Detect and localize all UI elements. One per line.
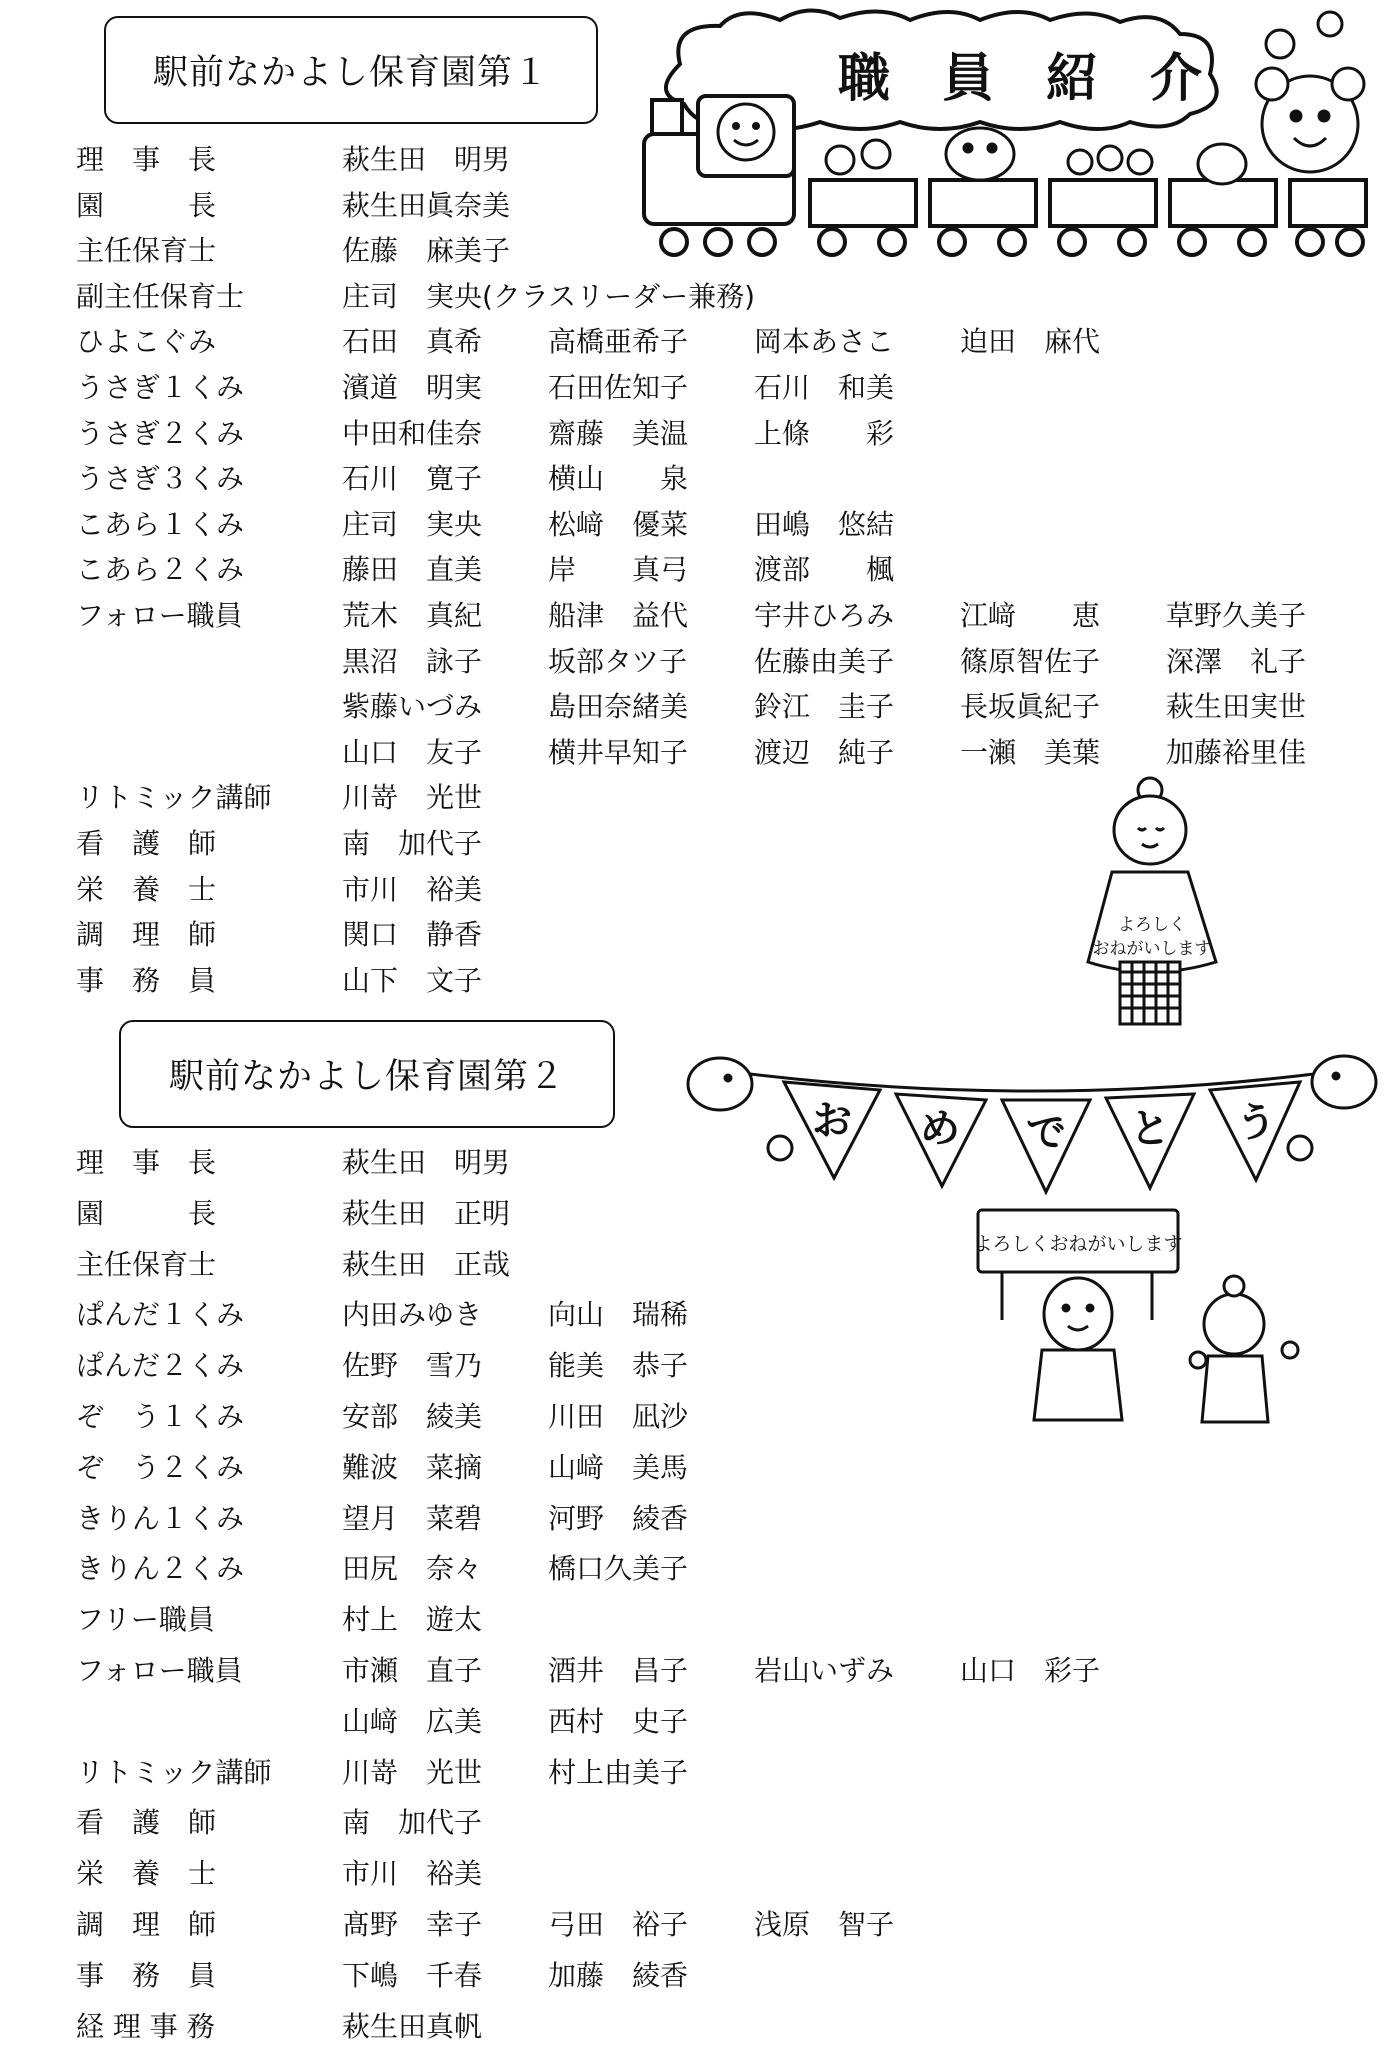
staff-row [0,733,1399,773]
role-label: 園 長 [76,1196,217,1230]
staff-row [0,642,1399,682]
staff-name: 庄司 実央 [342,507,483,541]
staff-row [0,1956,1399,1996]
apron-sign-line-1: よろしく [1118,915,1186,935]
staff-name: 篠原智佐子 [960,644,1101,678]
role-label: 園 長 [76,188,217,222]
staff-name: 浅原 智子 [754,1908,895,1941]
staff-row [0,596,1399,636]
staff-row [0,1803,1399,1843]
staff-name: 齋藤 美温 [548,416,689,450]
staff-row [0,687,1399,727]
staff-name: 山口 彩子 [960,1654,1101,1687]
staff-name: 石川 寛子 [342,462,483,496]
role-label: ぱんだ１くみ [76,1298,245,1332]
role-label: うさぎ１くみ [76,371,245,404]
role-label: 理 事 長 [76,143,217,176]
bunting-flags-illustration [684,1038,1384,1198]
role-label: こあら１くみ [76,507,245,541]
staff-name: 鈴江 圭子 [754,690,895,724]
apron-sign-line-2: おねがいします [1092,939,1212,959]
staff-name: 萩生田 明男 [342,143,511,176]
staff-name: 関口 静香 [342,918,483,952]
staff-row [0,505,1399,545]
staff-name: 萩生田 明男 [342,1146,511,1179]
staff-name: 一瀬 美葉 [960,735,1101,769]
banner-title: 職 員 紹 介 [837,49,1203,109]
staff-row [0,2007,1399,2047]
staff-row [0,1448,1399,1488]
staff-name: 横山 泉 [548,462,689,496]
role-label: 事 務 員 [76,963,217,997]
role-label: 栄 養 士 [76,872,217,906]
staff-name: 萩生田 正哉 [342,1247,511,1281]
staff-name: 髙野 幸子 [342,1908,483,1941]
staff-name: 岡本あさこ [754,325,895,359]
kids-sign-text: よろしくおねがいします [973,1233,1183,1255]
staff-name: 市川 裕美 [342,872,483,906]
staff-name: 紫藤いづみ [342,690,483,724]
staff-name: 萩生田実世 [1166,690,1307,724]
section-1-title: 駅前なかよし保育園第１ [104,16,598,124]
role-label: 経 理 事 務 [76,2009,215,2043]
role-label: ひよこぐみ [76,325,217,359]
kids-holding-sign-illustration [972,1200,1312,1430]
staff-name: 草野久美子 [1166,599,1307,632]
staff-row [0,322,1399,362]
role-label: フォロー職員 [76,599,243,632]
staff-row [0,1854,1399,1894]
staff-name: 能美 恭子 [548,1349,689,1383]
bunting-letter-4: と [1130,1106,1170,1152]
staff-name: 岩山いずみ [754,1654,895,1687]
staff-name: 萩生田眞奈美 [342,188,511,222]
staff-name: 佐藤由美子 [754,644,895,678]
staff-name: 坂部タツ子 [548,644,688,678]
role-label: 事 務 員 [76,1958,217,1992]
role-label: きりん２くみ [76,1552,245,1586]
role-label: 主任保育士 [76,234,217,268]
staff-name: 山口 友子 [342,735,483,769]
staff-name: 南 加代子 [342,1806,483,1840]
staff-row [0,1499,1399,1539]
staff-name: 中田和佳奈 [342,416,483,450]
staff-row [0,459,1399,499]
staff-name: 内田みゆき [342,1298,483,1332]
role-label: 看 護 師 [76,827,217,860]
staff-name: 松﨑 優菜 [548,507,689,541]
staff-name: 加藤 綾香 [548,1958,689,1992]
staff-name: 田嶋 悠結 [754,507,895,541]
staff-name: 萩生田真帆 [342,2009,483,2043]
staff-name: 橋口久美子 [548,1552,689,1586]
bunting-letter-1: お [812,1098,852,1144]
staff-name: 川嵜 光世 [342,1755,483,1789]
bunting-letter-2: め [920,1106,960,1152]
train-illustration [640,4,1375,264]
section-2-title: 駅前なかよし保育園第２ [119,1020,615,1128]
staff-name: 佐野 雪乃 [342,1349,483,1383]
staff-name: 下嶋 千春 [342,1958,483,1992]
role-label: 主任保育士 [76,1247,217,1281]
staff-name: 荒木 真紀 [342,599,483,632]
role-label: 副主任保育士 [76,279,245,313]
role-label: 栄 養 士 [76,1857,217,1891]
staff-row [0,414,1399,454]
staff-name: 酒井 昌子 [548,1654,689,1687]
staff-name: 山下 文子 [342,963,483,997]
staff-name: 深澤 礼子 [1166,644,1307,678]
staff-name: 川田 凪沙 [548,1400,689,1433]
staff-name: 横井早知子 [548,735,689,769]
staff-name: 南 加代子 [342,827,483,860]
staff-name: 迫田 麻代 [960,325,1101,359]
staff-name: 石田佐知子 [548,371,689,404]
staff-name: 濱道 明実 [342,371,483,404]
staff-row [0,1600,1399,1640]
role-label: ぞ う１くみ [76,1400,245,1433]
staff-name: 岸 真弓 [548,553,689,587]
staff-name: 渡辺 純子 [754,735,895,769]
staff-name: 島田奈緒美 [548,690,689,724]
staff-name: 藤田 直美 [342,553,483,587]
staff-name: 市瀬 直子 [342,1654,483,1687]
staff-name: 庄司 実央(クラスリーダー兼務) [342,279,756,313]
staff-name: 石川 和美 [754,371,895,404]
role-label: フリー職員 [76,1603,215,1637]
staff-name: 黒沼 詠子 [342,644,483,678]
staff-name: 村上 遊太 [342,1603,483,1637]
staff-name: 難波 菜摘 [342,1450,483,1484]
staff-name: 向山 瑞稀 [548,1298,689,1332]
staff-name: 田尻 奈々 [342,1552,483,1586]
staff-name: 高橋亜希子 [548,325,689,359]
staff-name: 宇井ひろみ [754,599,895,632]
staff-name: 上條 彩 [754,416,895,450]
staff-name: 船津 益代 [548,599,689,632]
staff-name: 江﨑 恵 [960,599,1101,632]
bunting-letter-3: で [1026,1110,1066,1156]
role-label: うさぎ２くみ [76,416,245,450]
staff-row [0,1702,1399,1742]
role-label: 理 事 長 [76,1146,217,1179]
bunting-letter-5: う [1236,1100,1276,1146]
role-label: こあら２くみ [76,553,245,587]
staff-name: 西村 史子 [548,1704,689,1738]
staff-name: 長坂眞紀子 [960,690,1101,724]
staff-name: 萩生田 正明 [342,1196,511,1230]
girl-with-apron-illustration [1068,772,1238,1034]
role-label: 調 理 師 [76,918,217,952]
role-label: きりん１くみ [76,1501,245,1535]
staff-name: 村上由美子 [548,1755,689,1789]
role-label: ぱんだ２くみ [76,1349,245,1383]
staff-row [0,1549,1399,1589]
staff-name: 石田 真希 [342,325,483,359]
staff-row [0,1651,1399,1691]
role-label: うさぎ３くみ [76,462,245,496]
role-label: リトミック講師 [76,781,272,815]
staff-name: 加藤裕里佳 [1166,735,1307,769]
role-label: リトミック講師 [76,1755,272,1789]
staff-name: 山﨑 美馬 [548,1450,689,1484]
staff-row [0,1753,1399,1793]
staff-name: 山﨑 広美 [342,1704,483,1738]
staff-row [0,277,1399,317]
role-label: 調 理 師 [76,1908,217,1941]
staff-name: 安部 綾美 [342,1400,483,1433]
staff-row [0,550,1399,590]
role-label: 看 護 師 [76,1806,217,1840]
staff-name: 渡部 楓 [754,553,895,587]
staff-name: 川嵜 光世 [342,781,483,815]
staff-name: 市川 裕美 [342,1857,483,1891]
staff-row [0,368,1399,408]
staff-row [0,1905,1399,1945]
staff-name: 佐藤 麻美子 [342,234,511,268]
role-label: ぞ う２くみ [76,1450,245,1484]
staff-name: 弓田 裕子 [548,1908,689,1941]
staff-name: 河野 綾香 [548,1501,689,1535]
role-label: フォロー職員 [76,1654,243,1687]
staff-name: 望月 菜碧 [342,1501,483,1535]
